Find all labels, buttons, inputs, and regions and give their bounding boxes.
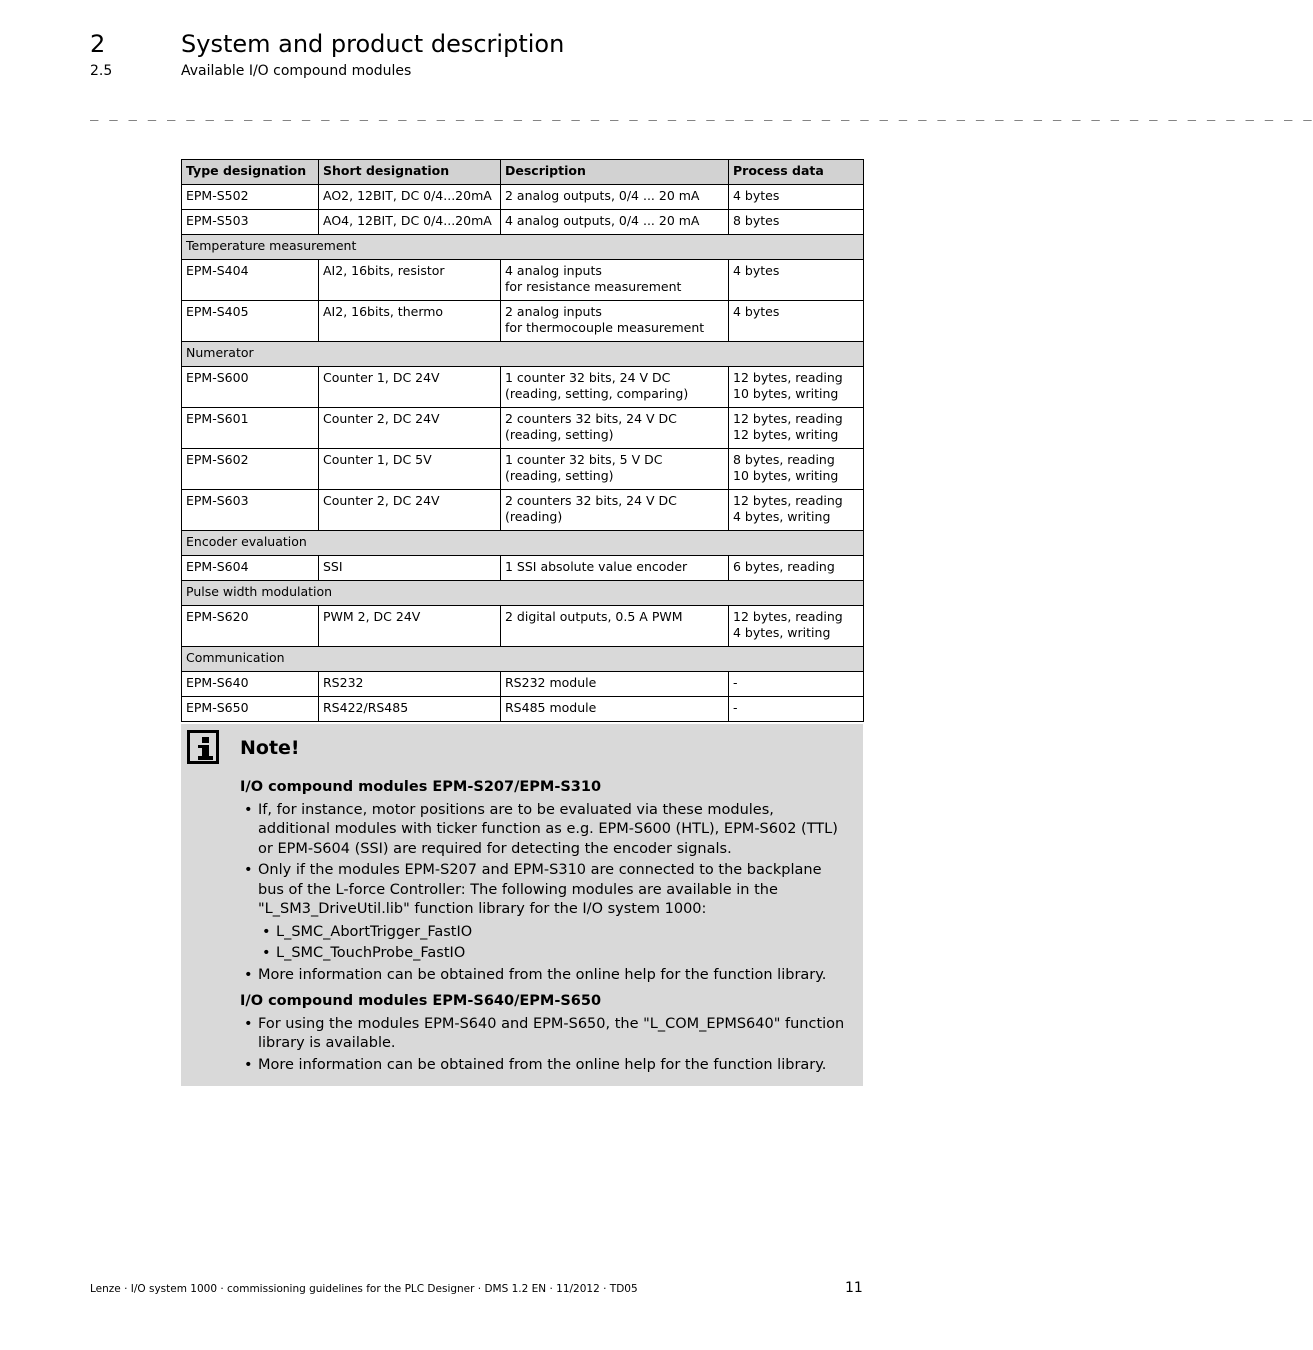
table-section-row <box>182 647 864 672</box>
table-cell: 12 bytes, reading 4 bytes, writing <box>729 490 864 531</box>
info-icon <box>187 730 219 764</box>
table-cell: Counter 1, DC 24V <box>319 367 501 408</box>
note-list <box>240 801 850 986</box>
table-cell: 4 bytes <box>729 260 864 301</box>
table-row <box>182 301 864 342</box>
table-cell: Counter 1, DC 5V <box>319 449 501 490</box>
section-label: Encoder evaluation <box>182 531 864 556</box>
table-cell: 6 bytes, reading <box>729 556 864 581</box>
table-cell: 12 bytes, reading 4 bytes, writing <box>729 606 864 647</box>
chapter-title: System and product description <box>181 30 565 58</box>
table-cell: RS232 <box>319 672 501 697</box>
table-cell: - <box>729 697 864 722</box>
table-cell: RS485 module <box>501 697 729 722</box>
table-cell: SSI <box>319 556 501 581</box>
table-cell: EPM-S503 <box>182 210 319 235</box>
table-cell: 2 counters 32 bits, 24 V DC (reading) <box>501 490 729 531</box>
column-header: Short designation <box>319 160 501 185</box>
page-number: 11 <box>845 1280 863 1296</box>
table-cell: 4 bytes <box>729 301 864 342</box>
table-cell: RS422/RS485 <box>319 697 501 722</box>
note-list-item <box>258 966 850 986</box>
note-subitem: • L_SMC_TouchProbe_FastIO <box>276 944 850 964</box>
chapter-number: 2 <box>90 30 106 58</box>
table-section-row <box>182 342 864 367</box>
table-cell: EPM-S603 <box>182 490 319 531</box>
table-section-row <box>182 581 864 606</box>
table-cell: EPM-S405 <box>182 301 319 342</box>
table-cell: EPM-S604 <box>182 556 319 581</box>
table-cell: RS232 module <box>501 672 729 697</box>
table-cell: 2 counters 32 bits, 24 V DC (reading, setting) <box>501 408 729 449</box>
note-list-item <box>258 861 850 964</box>
table-row <box>182 367 864 408</box>
table-row <box>182 697 864 722</box>
note-heading: I/O compound modules EPM-S207/EPM-S310 <box>240 779 602 795</box>
note-item-text: More information can be obtained from the online help for the function library. <box>258 1056 827 1073</box>
table-cell: 12 bytes, reading 12 bytes, writing <box>729 408 864 449</box>
module-table <box>181 159 864 722</box>
note-list <box>240 1015 850 1076</box>
note-sublist <box>258 923 850 964</box>
table-cell: EPM-S601 <box>182 408 319 449</box>
table-cell: - <box>729 672 864 697</box>
table-cell: 2 digital outputs, 0.5 A PWM <box>501 606 729 647</box>
footer-text: Lenze · I/O system 1000 · commissioning guidelines for the PLC Designer · DMS 1.2 EN · 11/2012 · TD05 <box>90 1283 638 1295</box>
section-label: Temperature measurement <box>182 235 864 260</box>
note-heading: I/O compound modules EPM-S640/EPM-S650 <box>240 993 602 1009</box>
note-list-item <box>258 1056 850 1076</box>
table-cell: AI2, 16bits, thermo <box>319 301 501 342</box>
table-cell: Counter 2, DC 24V <box>319 408 501 449</box>
section-label: Numerator <box>182 342 864 367</box>
table-row <box>182 490 864 531</box>
note-item-text: More information can be obtained from the online help for the function library. <box>258 966 827 983</box>
table-cell: Counter 2, DC 24V <box>319 490 501 531</box>
table-cell: 1 SSI absolute value encoder <box>501 556 729 581</box>
table-cell: AO2, 12BIT, DC 0/4...20mA <box>319 185 501 210</box>
note-list-item <box>258 801 850 860</box>
table-row <box>182 556 864 581</box>
section-label: Pulse width modulation <box>182 581 864 606</box>
table-section-row <box>182 235 864 260</box>
table-cell: 1 counter 32 bits, 24 V DC (reading, setting, comparing) <box>501 367 729 408</box>
section-number: 2.5 <box>90 63 113 79</box>
table-cell: 2 analog inputs for thermocouple measurement <box>501 301 729 342</box>
table-cell: EPM-S602 <box>182 449 319 490</box>
table-cell: 4 analog inputs for resistance measurement <box>501 260 729 301</box>
table-cell: EPM-S620 <box>182 606 319 647</box>
note-item-text: For using the modules EPM-S640 and EPM-S650, the "L_COM_EPMS640" function library is available. <box>258 1015 845 1051</box>
table-cell: AO4, 12BIT, DC 0/4...20mA <box>319 210 501 235</box>
header-separator: _ _ _ _ _ _ _ _ _ _ _ _ _ _ _ _ _ _ _ _ _ _ _ _ _ _ _ _ _ _ _ _ _ _ _ _ _ _ _ _ _ _ _ _ _ _ _ _ _ _ _ _ _ _ _ _ _ _ _ _ _ _ _ _ <box>90 105 1313 121</box>
note-list-item <box>258 1015 850 1054</box>
table-cell: 4 analog outputs, 0/4 ... 20 mA <box>501 210 729 235</box>
table-cell: EPM-S640 <box>182 672 319 697</box>
table-row <box>182 672 864 697</box>
table-row <box>182 606 864 647</box>
table-section-row <box>182 531 864 556</box>
table-row <box>182 449 864 490</box>
column-header: Type designation <box>182 160 319 185</box>
table-row <box>182 185 864 210</box>
table-cell: EPM-S600 <box>182 367 319 408</box>
note-title: Note! <box>240 737 300 759</box>
table-header-row <box>182 160 864 185</box>
table-row <box>182 408 864 449</box>
table-body <box>182 185 864 722</box>
table-cell: 8 bytes, reading 10 bytes, writing <box>729 449 864 490</box>
table-cell: 2 analog outputs, 0/4 ... 20 mA <box>501 185 729 210</box>
note-body <box>240 778 850 1082</box>
column-header: Process data <box>729 160 864 185</box>
column-header: Description <box>501 160 729 185</box>
table-cell: EPM-S650 <box>182 697 319 722</box>
note-item-text: If, for instance, motor positions are to be evaluated via these modules, additional modules with ticker function as e.g. EPM-S600 (HTL), EPM-S602 (TTL) or EPM-S604 (SSI) are required for detecting the encoder signals. <box>258 801 838 857</box>
table-row <box>182 210 864 235</box>
section-title: Available I/O compound modules <box>181 63 412 79</box>
table-cell: 4 bytes <box>729 185 864 210</box>
note-item-text: Only if the modules EPM-S207 and EPM-S310 are connected to the backplane bus of the L-force Controller: The following modules are available in the "L_SM3_DriveUtil.lib" function library for the I/O system 1000: <box>258 862 822 917</box>
note-box <box>181 724 863 1086</box>
table-cell: 1 counter 32 bits, 5 V DC (reading, setting) <box>501 449 729 490</box>
table-row <box>182 260 864 301</box>
table-cell: EPM-S404 <box>182 260 319 301</box>
table-cell: 12 bytes, reading 10 bytes, writing <box>729 367 864 408</box>
table-cell: EPM-S502 <box>182 185 319 210</box>
table-cell: AI2, 16bits, resistor <box>319 260 501 301</box>
table-cell: 8 bytes <box>729 210 864 235</box>
table-cell: PWM 2, DC 24V <box>319 606 501 647</box>
note-subitem: • L_SMC_AbortTrigger_FastIO <box>276 923 850 943</box>
section-label: Communication <box>182 647 864 672</box>
